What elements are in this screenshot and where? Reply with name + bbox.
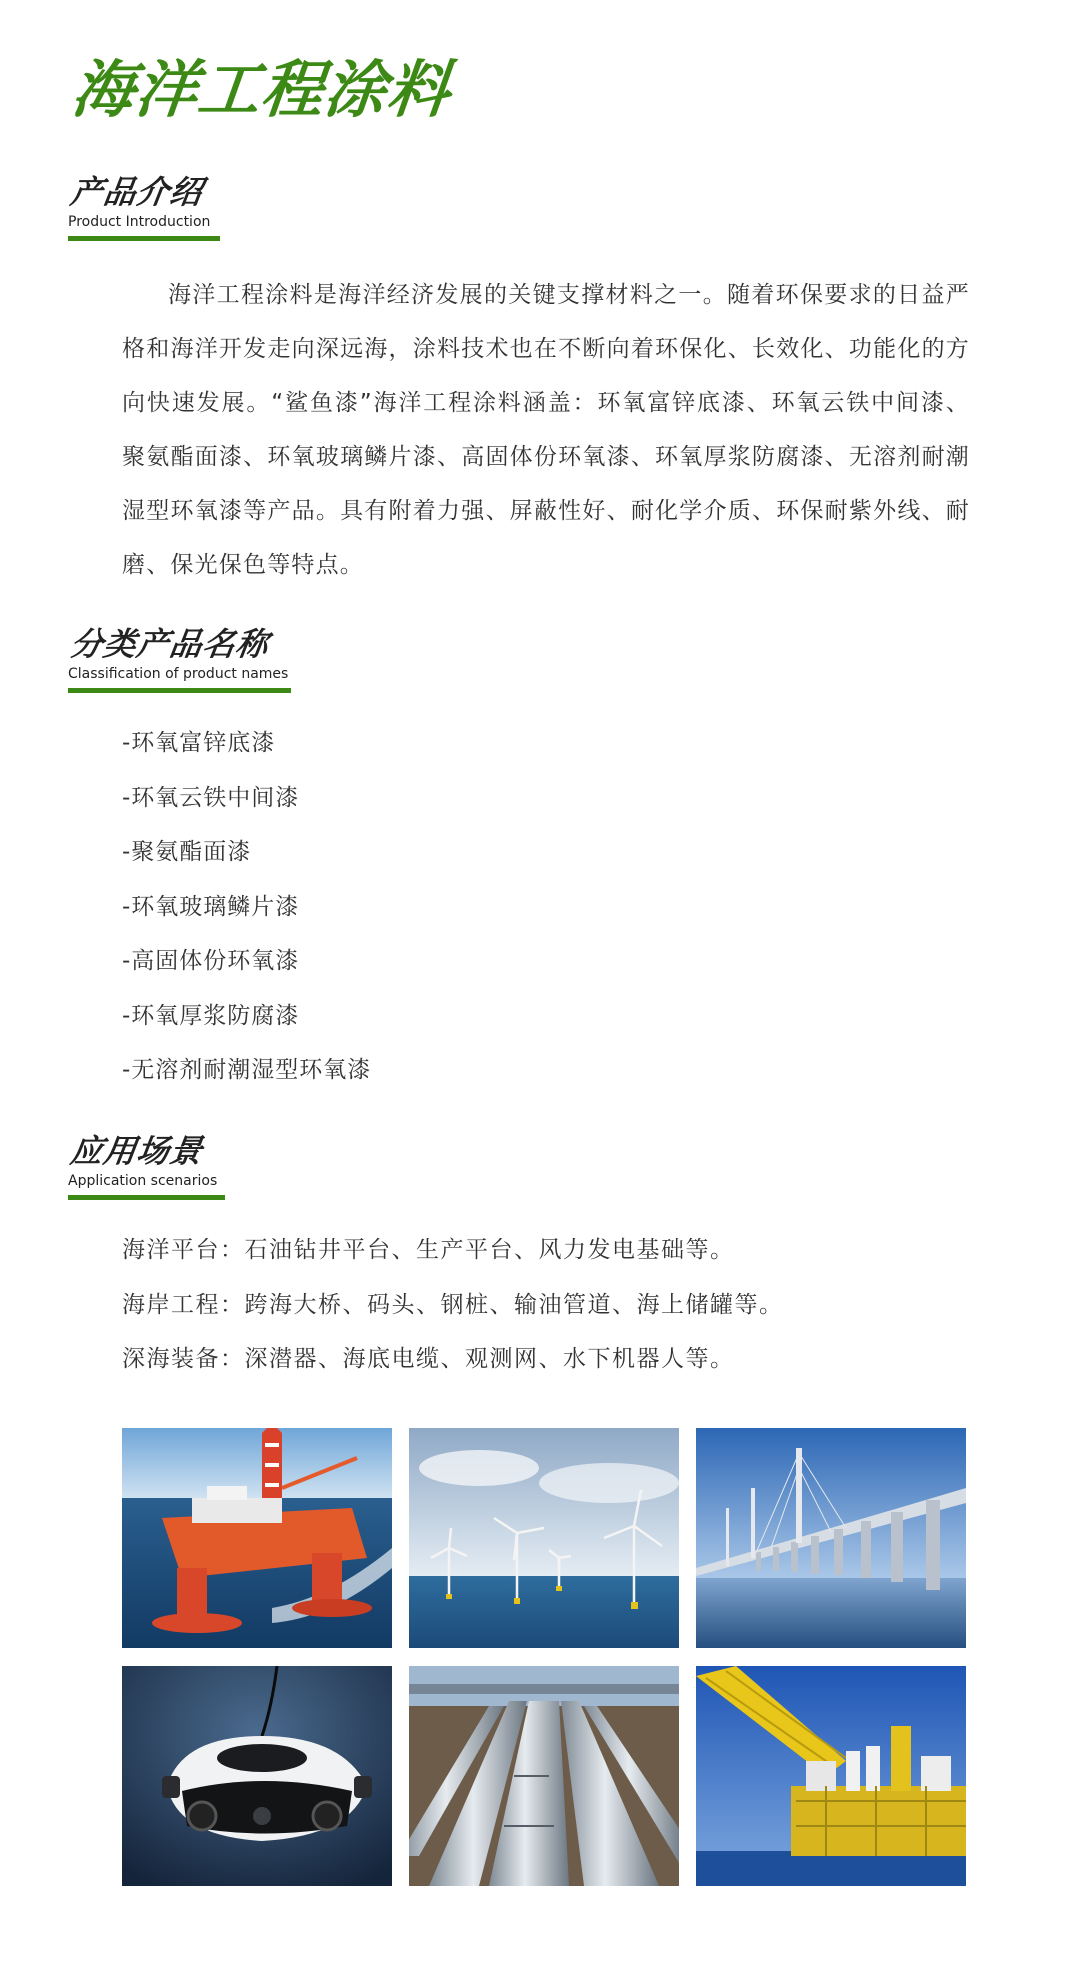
page-title: 海洋工程涂料 — [68, 53, 455, 126]
section-heading-intro — [68, 172, 220, 241]
section-underline — [68, 688, 291, 693]
list-item: 海洋平台：石油钻井平台、生产平台、风力发电基础等。 — [122, 1237, 735, 1263]
underwater-robot-photo — [122, 1666, 392, 1886]
sea-bridge-photo — [696, 1428, 966, 1648]
application-list — [122, 1223, 784, 1387]
list-item: -聚氨酯面漆 — [122, 839, 252, 865]
list-item: -环氧云铁中间漆 — [122, 784, 300, 811]
section-heading-classification — [68, 624, 291, 693]
section-heading-applications — [68, 1131, 225, 1200]
intro-paragraph: 海洋工程涂料是海洋经济发展的关键支撑材料之一。随着环保要求的日益严格和海洋开发走向深远海，涂料技术也在不断向着环保化、长效化、功能化的方向快速发展。“鲨鱼漆”海洋工程涂料涵盖：环氧富锌底漆、环氧云铁中间漆、聚氨酯面漆、环氧玻璃鳞片漆、高固体份环氧漆、环氧厚浆防腐漆、无溶剂耐潮湿型环氧漆等产品。具有附着力强、屏蔽性好、耐化学介质、环保耐紫外线、耐磨、保光保色等特点。 — [122, 282, 970, 578]
product-list — [122, 716, 371, 1098]
section-title-en: Application scenarios — [68, 1173, 218, 1189]
list-item: -高固体份环氧漆 — [122, 948, 300, 974]
list-item: -环氧富锌底漆 — [122, 730, 276, 756]
list-item: 深海装备：深潜器、海底电缆、观测网、水下机器人等。 — [122, 1346, 735, 1372]
oil-rig-photo — [122, 1428, 392, 1648]
section-underline — [68, 1195, 225, 1200]
list-item: 海岸工程：跨海大桥、码头、钢桩、输油管道、海上储罐等。 — [122, 1291, 784, 1318]
section-title-zh: 分类产品名称 — [68, 625, 272, 663]
section-underline — [68, 236, 220, 241]
pipelines-photo — [409, 1666, 679, 1886]
section-title-zh: 应用场景 — [68, 1132, 206, 1170]
list-item: -环氧厚浆防腐漆 — [122, 1002, 300, 1029]
section-title-en: Product Introduction — [68, 214, 211, 230]
photo-gallery — [122, 1428, 966, 1886]
offshore-platform-photo — [696, 1666, 966, 1886]
wind-turbines-photo — [409, 1428, 679, 1648]
section-title-zh: 产品介绍 — [68, 173, 206, 211]
list-item: -无溶剂耐潮湿型环氧漆 — [122, 1057, 372, 1083]
section-title-en: Classification of product names — [68, 666, 289, 682]
list-item: -环氧玻璃鳞片漆 — [122, 893, 300, 920]
